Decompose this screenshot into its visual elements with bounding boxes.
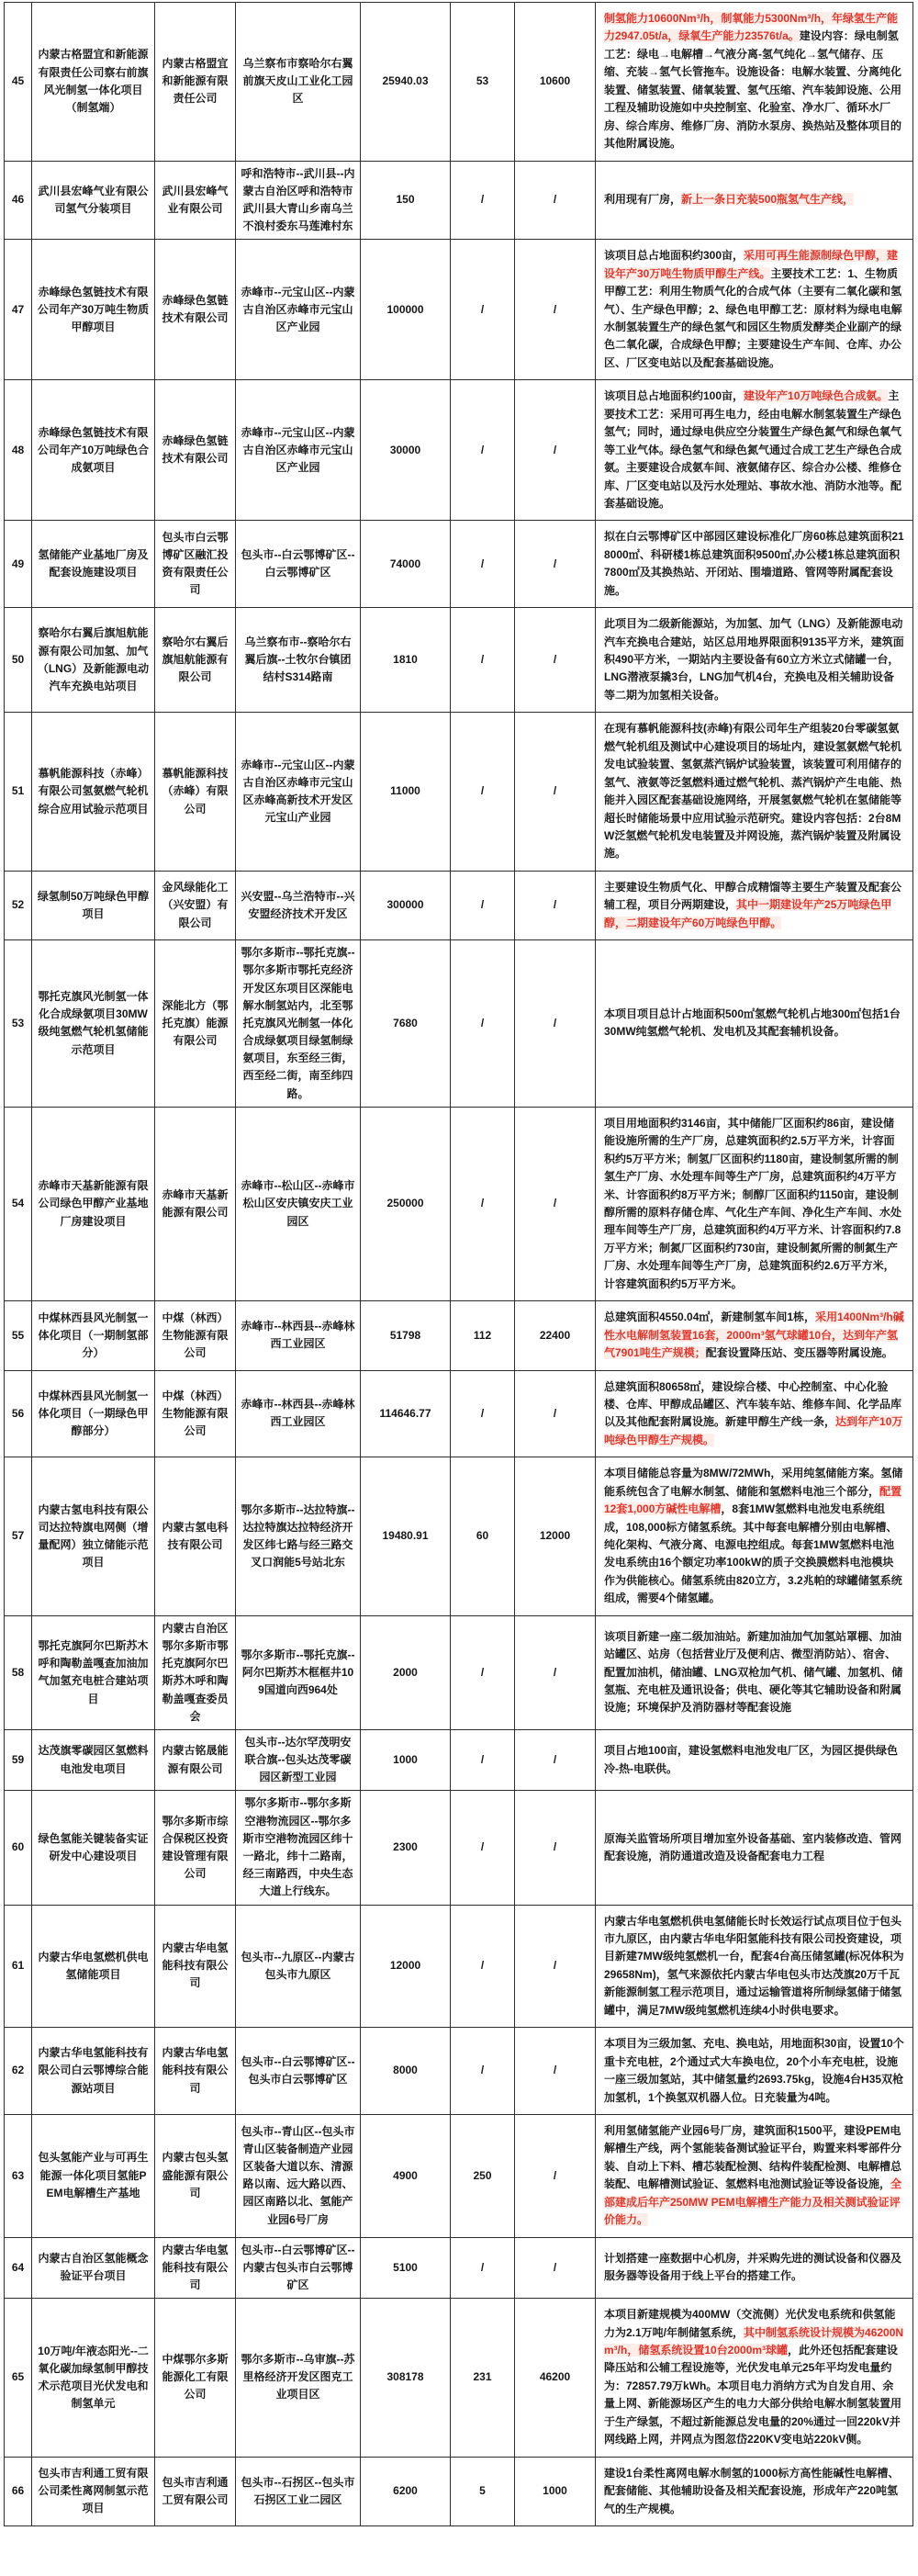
table-row: [5, 1107, 913, 1300]
cell-row-number: 56: [5, 1370, 32, 1457]
cell-location: 鄂尔多斯市--鄂托克旗--阿尔巴斯苏木框框井109国道向西964处: [236, 1615, 361, 1729]
desc-text: ，此外还包括配套建设降压站和公辅工程设施等，光伏发电单元25年平均发电量约为：72857.79万kWh。本项目电力消纳方式为自发自用、余量上网、新能源场区产生的电力大部分供给电解水制氢装置用于生产绿氢，不超过新能源总发电量的20%通过一回220kV并网线路上网，并网点为图忽岱220KV变电站220kV侧。: [604, 2344, 902, 2447]
table-row: [5, 3, 913, 162]
cell-value-b: /: [515, 940, 596, 1108]
cell-investment: 6200: [361, 2457, 451, 2525]
cell-description: [596, 713, 913, 872]
cell-project-name: 中煤林西县风光制氢一体化项目（一期绿色甲醇部分）: [32, 1370, 155, 1457]
desc-text: ，8套1MW氢燃料电池发电系统组成，108,000标方储氢系统。其中每套电解槽分别由电解槽、纯化架构、气液分离、电源电控组成。每套1MW氢燃料电池发电系统由16个额定功率100kW的质子交换膜燃料电池模块作为供能核心。储氢系统由820立方，3.2兆帕的球罐储氢系统组成，需要4个储氢罐。: [604, 1502, 902, 1605]
cell-company: 中煤鄂尔多斯能源化工有限公司: [155, 2299, 236, 2458]
cell-row-number: 52: [5, 871, 32, 939]
cell-description: [596, 161, 913, 240]
cell-row-number: 62: [5, 2028, 32, 2115]
cell-location: 兴安盟--乌兰浩特市--兴安盟经济技术开发区: [236, 871, 361, 939]
desc-text: 拟在白云鄂博矿区中部园区建设标准化厂房60栋总建筑面积218000㎡、科研楼1栋总建筑面积9500㎡,办公楼1栋总建筑面积7800㎡及其换热站、开闭站、围墙道路、管网等附属配套设施。: [604, 530, 904, 597]
cell-description: [596, 1457, 913, 1616]
cell-project-name: 内蒙古自治区氢能概念验证平台项目: [32, 2237, 155, 2299]
cell-value-a: 60: [451, 1457, 515, 1616]
cell-investment: 114646.77: [361, 1370, 451, 1457]
cell-project-name: 慕帆能源科技（赤峰）有限公司氢氨燃气轮机综合应用试验示范项目: [32, 713, 155, 872]
cell-value-b: 10600: [515, 3, 596, 162]
table-row: [5, 2028, 913, 2115]
cell-value-b: /: [515, 1729, 596, 1791]
cell-value-b: 12000: [515, 1457, 596, 1616]
desc-highlighted-text: 采用1400Nm³/h碱性水电解制氢装置16套，2000m³氢气球罐10台，达到年产氢气7901吨生产规模；: [604, 1310, 904, 1360]
cell-company: 内蒙古包头氢盛能源有限公司: [155, 2114, 236, 2237]
cell-company: 赤峰市天基新能源有限公司: [155, 1107, 236, 1300]
cell-investment: 30000: [361, 380, 451, 521]
cell-investment: 300000: [361, 871, 451, 939]
cell-project-name: 赤峰绿色氢链技术有限公司年产10万吨绿色合成氨项目: [32, 380, 155, 521]
desc-highlighted-text: 其中一期建设年产25万吨绿色甲醇，二期建设年产60万吨绿色甲醇。: [604, 898, 892, 929]
cell-location: 赤峰市--林西县--赤峰林西工业园区: [236, 1301, 361, 1370]
cell-location: 包头市--九原区--内蒙古包头市九原区: [236, 1905, 361, 2028]
cell-project-name: 赤峰市天基新能源有限公司绿色甲醇产业基地厂房建设项目: [32, 1107, 155, 1300]
cell-description: [596, 240, 913, 380]
desc-text: 配套设置降压站、变压器等附属设施。: [705, 1346, 893, 1360]
cell-description: [596, 521, 913, 608]
cell-row-number: 64: [5, 2237, 32, 2299]
cell-value-b: /: [515, 240, 596, 380]
projects-table: [4, 2, 913, 2526]
desc-text: 本项目为三级加氢、充电、换电站，用地面积30亩，设置10个重卡充电桩，2个通过式大车换电位，20个小车充电桩，设施一座三级加氢站，其中储氢量约2693.75kg，设施4台H35双枪加氢机，1个换氢双机器人位。日充装量为4吨。: [604, 2037, 904, 2104]
cell-location: 包头市--石拐区--包头市石拐区工业二园区: [236, 2457, 361, 2525]
cell-value-b: /: [515, 871, 596, 939]
cell-project-name: 赤峰绿色氢链技术有限公司年产30万吨生物质甲醇项目: [32, 240, 155, 380]
cell-location: 鄂尔多斯市--乌审旗--苏里格经济开发区图克工业项目区: [236, 2299, 361, 2458]
cell-value-a: /: [451, 1370, 515, 1457]
cell-value-b: /: [515, 2237, 596, 2299]
cell-company: 包头市白云鄂博矿区融汇投资有限责任公司: [155, 521, 236, 608]
cell-row-number: 49: [5, 521, 32, 608]
cell-value-a: /: [451, 380, 515, 521]
cell-description: [596, 1107, 913, 1300]
cell-location: 呼和浩特市--武川县--内蒙古自治区呼和浩特市武川县大青山乡南乌兰不浪村委东马莲滩村东: [236, 161, 361, 240]
cell-company: 深能北方（鄂托克旗）能源有限公司: [155, 940, 236, 1108]
cell-company: 中煤（林西）生物能源有限公司: [155, 1370, 236, 1457]
desc-text: 在现有慕帆能源科技(赤峰)有限公司年生产组装20台零碳氢氨燃气轮机组及测试中心建设项目的场址内，建设氢氨燃气轮机发电试验装置、氢氨蒸汽锅炉试验装置，该装置可利用储存的氢气、液氨等泛氢燃料通过燃气轮机、蒸汽锅炉产生电能、热能并入园区配套基础设施网络，开展氢氨燃气轮机在氢储能等超长时储能场景中应用试验示范研究。建设内容包括：2台8MW泛氢燃气轮机发电装置及并网设施，蒸汽锅炉装置及附属设施。: [604, 722, 902, 861]
cell-project-name: 中煤林西县风光制氢一体化项目（一期制氢部分）: [32, 1301, 155, 1370]
projects-table-body: [5, 3, 913, 2526]
cell-value-b: 22400: [515, 1301, 596, 1370]
cell-company: 内蒙古自治区鄂尔多斯市鄂托克旗阿尔巴斯苏木呼和陶勒盖嘎查委员会: [155, 1615, 236, 1729]
desc-highlighted-text: 配置12套1,000方碱性电解槽: [604, 1484, 902, 1516]
desc-text: 建设内容：绿电制氢工艺：绿电→电解槽→气液分离-氢气纯化→氢气储存、压缩、充装→氢气长管拖车。设施设备：电解水装置、分离纯化装置、储氢装置、储氧装置、氢气压缩、汽车装卸设施、公用工程及辅助设施如中央控制室、化验室、净水厂、循环水厂房、综合库房、维修厂房、消防水泵房、换热站及整体项目的其他附属设施。: [604, 29, 902, 151]
desc-text: 利用现有厂房，: [604, 193, 682, 207]
cell-project-name: 内蒙古华电氢燃机供电氢储能项目: [32, 1905, 155, 2028]
cell-value-a: /: [451, 2028, 515, 2115]
cell-value-a: /: [451, 1107, 515, 1300]
cell-company: 内蒙古铭晟能源有限公司: [155, 1729, 236, 1791]
desc-text: 总建筑面积80658㎡，建设综合楼、中心控制室、中心化验楼、仓库、甲醇成品罐区、汽车装车站、维修车间、化学品库以及其他配套附属设施。新建甲醇生产线一条，: [604, 1379, 902, 1429]
desc-text: 主要技术工艺：采用可再生电力，经由电解水制氢装置生产绿色氢气；同时，通过绿电供应空分装置生产绿色氮气和绿色氧气等工业气体。绿色氢气和绿色氮气通过合成工艺生产绿色合成氨。主要建设合成氨车间、液氨储存区、综合办公楼、维修仓库、厂区变电站以及污水处理站、事故水池、消防水池等。配套基础设施。: [604, 389, 902, 510]
cell-project-name: 内蒙古格盟宜和新能源有限责任公司察右前旗风光制氢一体化项目（制氢端）: [32, 3, 155, 162]
cell-value-a: /: [451, 1791, 515, 1905]
table-row: [5, 161, 913, 240]
desc-text: 原海关监管场所项目增加室外设备基础、室内装修改造、管网配套设施，消防通道改造及设备配套电力工程: [604, 1831, 902, 1862]
desc-text: 本项目新建规模为400MW（交流侧）光伏发电系统和供氢能力为2.1万吨/年制储氢系统，: [604, 2308, 896, 2339]
cell-description: [596, 1791, 913, 1905]
cell-location: 乌兰察布市--察哈尔右翼后旗--土牧尔台镇团结村S314路南: [236, 608, 361, 713]
cell-value-b: /: [515, 713, 596, 872]
desc-text: 本项目储能总容量为8MW/72MWh，采用纯氢储能方案。氢储能系统包含了电解水制氢、储能和氢燃料电池三个部分，: [604, 1467, 903, 1498]
cell-investment: 19480.91: [361, 1457, 451, 1616]
cell-location: 鄂尔多斯市--鄂托克旗--鄂尔多斯市鄂托克经济开发区东项目区深能电解水制氢站内，北至鄂托克旗风光制氢一体化合成绿氨项目绿氢制绿氨项目，东至经三街，西至经二街，南至纬四路。: [236, 940, 361, 1108]
desc-text: 此项目为二级新能源站，为加氢、加气（LNG）及新能源电动汽车充换电合建站，站区总用地界限面积9135平方米，建筑面积490平方米，一期站内主要设备有60立方米立式储罐一台，LNG潜液泵撬3台，LNG加气机4台，充换电及相关辅助设备等二期为加氢相关设备。: [604, 617, 904, 702]
cell-location: 乌兰察布市察哈尔右翼前旗天皮山工业化工园区: [236, 3, 361, 162]
cell-value-a: 112: [451, 1301, 515, 1370]
cell-row-number: 57: [5, 1457, 32, 1616]
cell-row-number: 50: [5, 608, 32, 713]
table-row: [5, 1457, 913, 1616]
desc-highlighted-text: 制氢能力10600Nm³/h，制氧能力5300Nm³/h，年绿氢生产能力2947.05t/a，绿氧生产能力23576t/a。: [604, 12, 899, 43]
cell-company: 慕帆能源科技（赤峰）有限公司: [155, 713, 236, 872]
cell-description: [596, 940, 913, 1108]
table-row: [5, 2237, 913, 2299]
cell-investment: 7680: [361, 940, 451, 1108]
cell-value-b: /: [515, 2114, 596, 2237]
desc-text: 本项目项目总计占地面积500㎡氢燃气轮机占地300㎡包括1台30MW纯氢燃气轮机、发电机及其配套辅机设备。: [604, 1007, 901, 1039]
cell-value-a: /: [451, 2237, 515, 2299]
cell-location: 包头市--青山区--包头市青山区装备制造产业园区装备大道以东、清源路以南、远大路以西、园区南路以北、氢能产业园6号厂房: [236, 2114, 361, 2237]
cell-row-number: 66: [5, 2457, 32, 2525]
table-row: [5, 1729, 913, 1791]
cell-investment: 1810: [361, 608, 451, 713]
cell-investment: 150: [361, 161, 451, 240]
cell-value-a: /: [451, 713, 515, 872]
table-row: [5, 1905, 913, 2028]
cell-investment: 8000: [361, 2028, 451, 2115]
cell-investment: 100000: [361, 240, 451, 380]
cell-value-b: 46200: [515, 2299, 596, 2458]
table-row: [5, 2457, 913, 2525]
cell-company: 内蒙古华电氢能科技有限公司: [155, 1905, 236, 2028]
cell-project-name: 10万吨/年液态阳光--二氧化碳加绿氢制甲醇技术示范项目光伏发电和制氢单元: [32, 2299, 155, 2458]
table-row: [5, 521, 913, 608]
table-row: [5, 380, 913, 521]
cell-value-a: 5: [451, 2457, 515, 2525]
desc-text: 项目用地面积约3146亩，其中储能厂区面积约86亩，建设储能设施所需的生产厂房，总建筑面积约2.5万平方米，计容面积约5万平方米；制氢厂区面积约1180亩，建设制氢所需的制氢生产厂房、水处理车间等生产厂房，总建筑面积约4万平方米、计容面积约8万平方米；制醇厂区面积约1150亩，建设制醇所需的原料存储仓库、气化生产车间、净化生产车间、水处理车间等生产厂房，总建筑面积约4万平方米、计容面积约7.8万平方米；制氮厂区面积约730亩，建设制氮所需的制氮生产厂房、水处理车间等生产厂房，总建筑面积约2.6万平方米，计容建筑面积约5万平方米。: [604, 1116, 902, 1290]
cell-investment: 1000: [361, 1729, 451, 1791]
cell-value-a: 250: [451, 2114, 515, 2237]
desc-text: 利用氢储氢能产业园6号厂房，建筑面积1500平，建设PEM电解槽生产线，两个氢能装备测试验证平台，购置来料零部件分装、自动上下料、槽芯装配检测、结构件装配检测、电解槽总装配、电解槽测试验证、氢燃料电池测试验证等设备设施，: [604, 2123, 902, 2191]
cell-value-a: /: [451, 161, 515, 240]
table-row: [5, 713, 913, 872]
cell-value-b: /: [515, 2028, 596, 2115]
cell-value-b: /: [515, 1370, 596, 1457]
cell-row-number: 51: [5, 713, 32, 872]
cell-value-a: /: [451, 521, 515, 608]
desc-text: 该项目总占地面积约100亩，: [604, 389, 744, 403]
cell-project-name: 达茂旗零碳园区氢燃料电池发电项目: [32, 1729, 155, 1791]
cell-project-name: 内蒙古氢电科技有限公司达拉特旗电网侧（增量配网）独立储能示范项目: [32, 1457, 155, 1616]
cell-location: 赤峰市--元宝山区--内蒙古自治区赤峰市元宝山区赤峰高新技术开发区元宝山产业园: [236, 713, 361, 872]
cell-investment: 308178: [361, 2299, 451, 2458]
cell-row-number: 46: [5, 161, 32, 240]
cell-company: 鄂尔多斯市综合保税区投资建设管理有限公司: [155, 1791, 236, 1905]
desc-text: 该项目新建一座二级加油站。新建加油加气加氢站罩棚、加油站罐区、站房（包括营业厅及便利店、微型消防站）、宿舍、配置加油机，储油罐、LNG双枪加气机、储气罐、加氢机、储氢瓶、充电桩及通讯设备；供电、硬化等其它辅助设备和附属设施；环境保护及消防器材等配套设施: [604, 1629, 903, 1715]
cell-value-b: /: [515, 380, 596, 521]
cell-location: 鄂尔多斯市--达拉特旗--达拉特旗达拉特经济开发区纬七路与经三路交叉口润能5号站北东: [236, 1457, 361, 1616]
cell-company: 内蒙古格盟宜和新能源有限责任公司: [155, 3, 236, 162]
desc-highlighted-text: 采用可再生能源制绿色甲醇，建设年产30万吨生物质甲醇生产线。: [604, 249, 899, 280]
cell-value-a: 53: [451, 3, 515, 162]
cell-project-name: 内蒙古华电氢能科技有限公司白云鄂博综合能源站项目: [32, 2028, 155, 2115]
cell-description: [596, 2028, 913, 2115]
desc-highlighted-text: 其中制氢系统设计规模为46200Nm³/h，储氢系统设置10台2000m³球罐: [604, 2325, 904, 2357]
cell-investment: 12000: [361, 1905, 451, 2028]
cell-row-number: 58: [5, 1615, 32, 1729]
cell-investment: 51798: [361, 1301, 451, 1370]
cell-location: 鄂尔多斯市--鄂尔多斯空港物流园区--鄂尔多斯市空港物流园区纬十一路北，纬十二路南，经三南路西，中央生态大道上行线东。: [236, 1791, 361, 1905]
cell-row-number: 65: [5, 2299, 32, 2458]
cell-company: 包头市吉利通工贸有限公司: [155, 2457, 236, 2525]
cell-description: [596, 2114, 913, 2237]
table-row: [5, 1791, 913, 1905]
cell-location: 包头市--白云鄂博矿区--内蒙古包头市白云鄂博矿区: [236, 2237, 361, 2299]
cell-value-a: /: [451, 871, 515, 939]
cell-value-b: 1000: [515, 2457, 596, 2525]
cell-investment: 25940.03: [361, 3, 451, 162]
cell-description: [596, 1301, 913, 1370]
cell-value-b: /: [515, 1905, 596, 2028]
cell-investment: 250000: [361, 1107, 451, 1300]
cell-company: 内蒙古华电氢能科技有限公司: [155, 2028, 236, 2115]
cell-value-b: /: [515, 608, 596, 713]
desc-text: 总建筑面积4550.04㎡，新建制氢车间1栋，: [604, 1310, 816, 1324]
cell-value-a: /: [451, 940, 515, 1108]
cell-project-name: 氢储能产业基地厂房及配套设施建设项目: [32, 521, 155, 608]
cell-row-number: 60: [5, 1791, 32, 1905]
cell-description: [596, 3, 913, 162]
table-row: [5, 2299, 913, 2458]
cell-company: 内蒙古华电氢能科技有限公司: [155, 2237, 236, 2299]
desc-highlighted-text: 达到年产10万吨绿色甲醇生产规模。: [604, 1415, 903, 1446]
cell-row-number: 54: [5, 1107, 32, 1300]
cell-row-number: 59: [5, 1729, 32, 1791]
cell-project-name: 武川县宏峰气业有限公司氢气分装项目: [32, 161, 155, 240]
projects-table-wrap: [0, 2, 918, 2526]
desc-text: 主要建设生物质气化、甲醇合成精馏等主要生产装置及配套公辅工程，项目分两期建设，: [604, 880, 902, 912]
cell-investment: 5100: [361, 2237, 451, 2299]
cell-description: [596, 1615, 913, 1729]
cell-location: 赤峰市--林西县--赤峰林西工业园区: [236, 1370, 361, 1457]
cell-description: [596, 2237, 913, 2299]
cell-row-number: 45: [5, 3, 32, 162]
cell-company: 中煤（林西）生物能源有限公司: [155, 1301, 236, 1370]
desc-highlighted-text: 新上一条日充装500瓶氢气生产线，: [681, 193, 855, 207]
desc-text: 计划搭建一座数据中心机房，并采购先进的测试设备和仪器及服务器等设备用于线上平台的搭建工作。: [604, 2251, 902, 2283]
table-row: [5, 1370, 913, 1457]
cell-investment: 2000: [361, 1615, 451, 1729]
cell-value-a: /: [451, 1729, 515, 1791]
cell-description: [596, 1905, 913, 2028]
cell-row-number: 53: [5, 940, 32, 1108]
cell-location: 包头市--白云鄂博矿区--白云鄂博矿区: [236, 521, 361, 608]
cell-company: 赤峰绿色氢链技术有限公司: [155, 240, 236, 380]
cell-row-number: 61: [5, 1905, 32, 2028]
desc-text: 建设1台柔性离网电解水制氢的1000标方高性能碱性电解槽、配套储能、其他辅助设备及相关配套设施，形成年产220吨氢气的生产规模。: [604, 2466, 900, 2515]
cell-value-b: /: [515, 1107, 596, 1300]
cell-description: [596, 380, 913, 521]
cell-investment: 4900: [361, 2114, 451, 2237]
cell-row-number: 63: [5, 2114, 32, 2237]
desc-text: 项目占地100亩，建设氢燃料电池发电厂区，为园区提供绿色冷-热-电联供。: [604, 1744, 899, 1775]
cell-investment: 11000: [361, 713, 451, 872]
cell-location: 包头市--达尔罕茂明安联合旗--包头达茂零碳园区新型工业园: [236, 1729, 361, 1791]
cell-project-name: 鄂托克旗风光制氢一体化合成绿氨项目30MW级纯氢燃气轮机氢储能示范项目: [32, 940, 155, 1108]
cell-project-name: 包头氢能产业与可再生能源一体化项目氢能PEM电解槽生产基地: [32, 2114, 155, 2237]
table-row: [5, 1615, 913, 1729]
cell-project-name: 绿色氢能关键装备实证研发中心建设项目: [32, 1791, 155, 1905]
cell-company: 金风绿能化工（兴安盟）有限公司: [155, 871, 236, 939]
cell-value-b: /: [515, 1615, 596, 1729]
cell-value-b: /: [515, 161, 596, 240]
cell-row-number: 55: [5, 1301, 32, 1370]
desc-highlighted-text: 建设年产10万吨绿色合成氨。: [744, 389, 889, 403]
cell-investment: 2300: [361, 1791, 451, 1905]
cell-description: [596, 2299, 913, 2458]
cell-description: [596, 871, 913, 939]
cell-value-a: /: [451, 608, 515, 713]
cell-location: 赤峰市--元宝山区--内蒙古自治区赤峰市元宝山区产业园: [236, 380, 361, 521]
table-row: [5, 240, 913, 380]
cell-location: 赤峰市--松山区--赤峰市松山区安庆镇安庆工业园区: [236, 1107, 361, 1300]
cell-project-name: 鄂托克旗阿尔巴斯苏木呼和陶勒盖嘎查加油加气加氢充电桩合建站项目: [32, 1615, 155, 1729]
cell-location: 包头市--白云鄂博矿区--包头市白云鄂博矿区: [236, 2028, 361, 2115]
cell-company: 赤峰绿色氢链技术有限公司: [155, 380, 236, 521]
cell-project-name: 包头市吉利通工贸有限公司柔性离网制氢示范项目: [32, 2457, 155, 2525]
cell-description: [596, 1729, 913, 1791]
cell-value-a: /: [451, 1615, 515, 1729]
cell-value-a: 231: [451, 2299, 515, 2458]
cell-company: 武川县宏峰气业有限公司: [155, 161, 236, 240]
table-row: [5, 2114, 913, 2237]
cell-row-number: 47: [5, 240, 32, 380]
cell-value-a: /: [451, 1905, 515, 2028]
cell-description: [596, 1370, 913, 1457]
cell-value-b: /: [515, 521, 596, 608]
cell-location: 赤峰市--元宝山区--内蒙古自治区赤峰市元宝山区产业园: [236, 240, 361, 380]
cell-description: [596, 608, 913, 713]
desc-text: 主要技术工艺：1、生物质甲醇工艺：利用生物质气化的合成气体（主要有二氧化碳和氢气）、生产绿色甲醇；2、绿色电甲醇工艺：原材料为绿电电解水制氢装置生产的绿色氢气和园区生物质发酵类企业副产的绿色二氧化碳，合成绿色甲醇；主要建设生产车间、仓库、办公区、厂区变电站以及配套基础设施。: [604, 266, 902, 369]
cell-project-name: 绿氢制50万吨绿色甲醇项目: [32, 871, 155, 939]
cell-investment: 74000: [361, 521, 451, 608]
cell-value-a: /: [451, 240, 515, 380]
table-row: [5, 871, 913, 939]
cell-project-name: 察哈尔右翼后旗旭航能源有限公司加氢、加气（LNG）及新能源电动汽车充换电站项目: [32, 608, 155, 713]
table-row: [5, 940, 913, 1108]
cell-row-number: 48: [5, 380, 32, 521]
cell-company: 察哈尔右翼后旗旭航能源有限公司: [155, 608, 236, 713]
table-row: [5, 608, 913, 713]
table-row: [5, 1301, 913, 1370]
desc-text: 内蒙古华电氢燃机供电氢储能长时长效运行试点项目位于包头市九原区，由内蒙古华电华阳氢能科技有限公司投资建设，项目新建7MW级纯氢燃机一台，配套4台高压储氢罐(标况体积为29658Nm)，氢气来源依托内蒙古华电包头市达茂旗20万千瓦新能源制氢工程示范项目，通过运输管道将所制绿氢储于储氢罐中，满足7MW级纯氢燃机连续4小时供电要求。: [604, 1914, 904, 2017]
cell-description: [596, 2457, 913, 2525]
desc-text: 该项目总占地面积约300亩，: [604, 249, 744, 263]
cell-value-b: /: [515, 1791, 596, 1905]
cell-company: 内蒙古氢电科技有限公司: [155, 1457, 236, 1616]
desc-highlighted-text: 全部建成后年产250MW PEM电解槽生产能力及相关测试验证评价能力。: [604, 2177, 902, 2227]
